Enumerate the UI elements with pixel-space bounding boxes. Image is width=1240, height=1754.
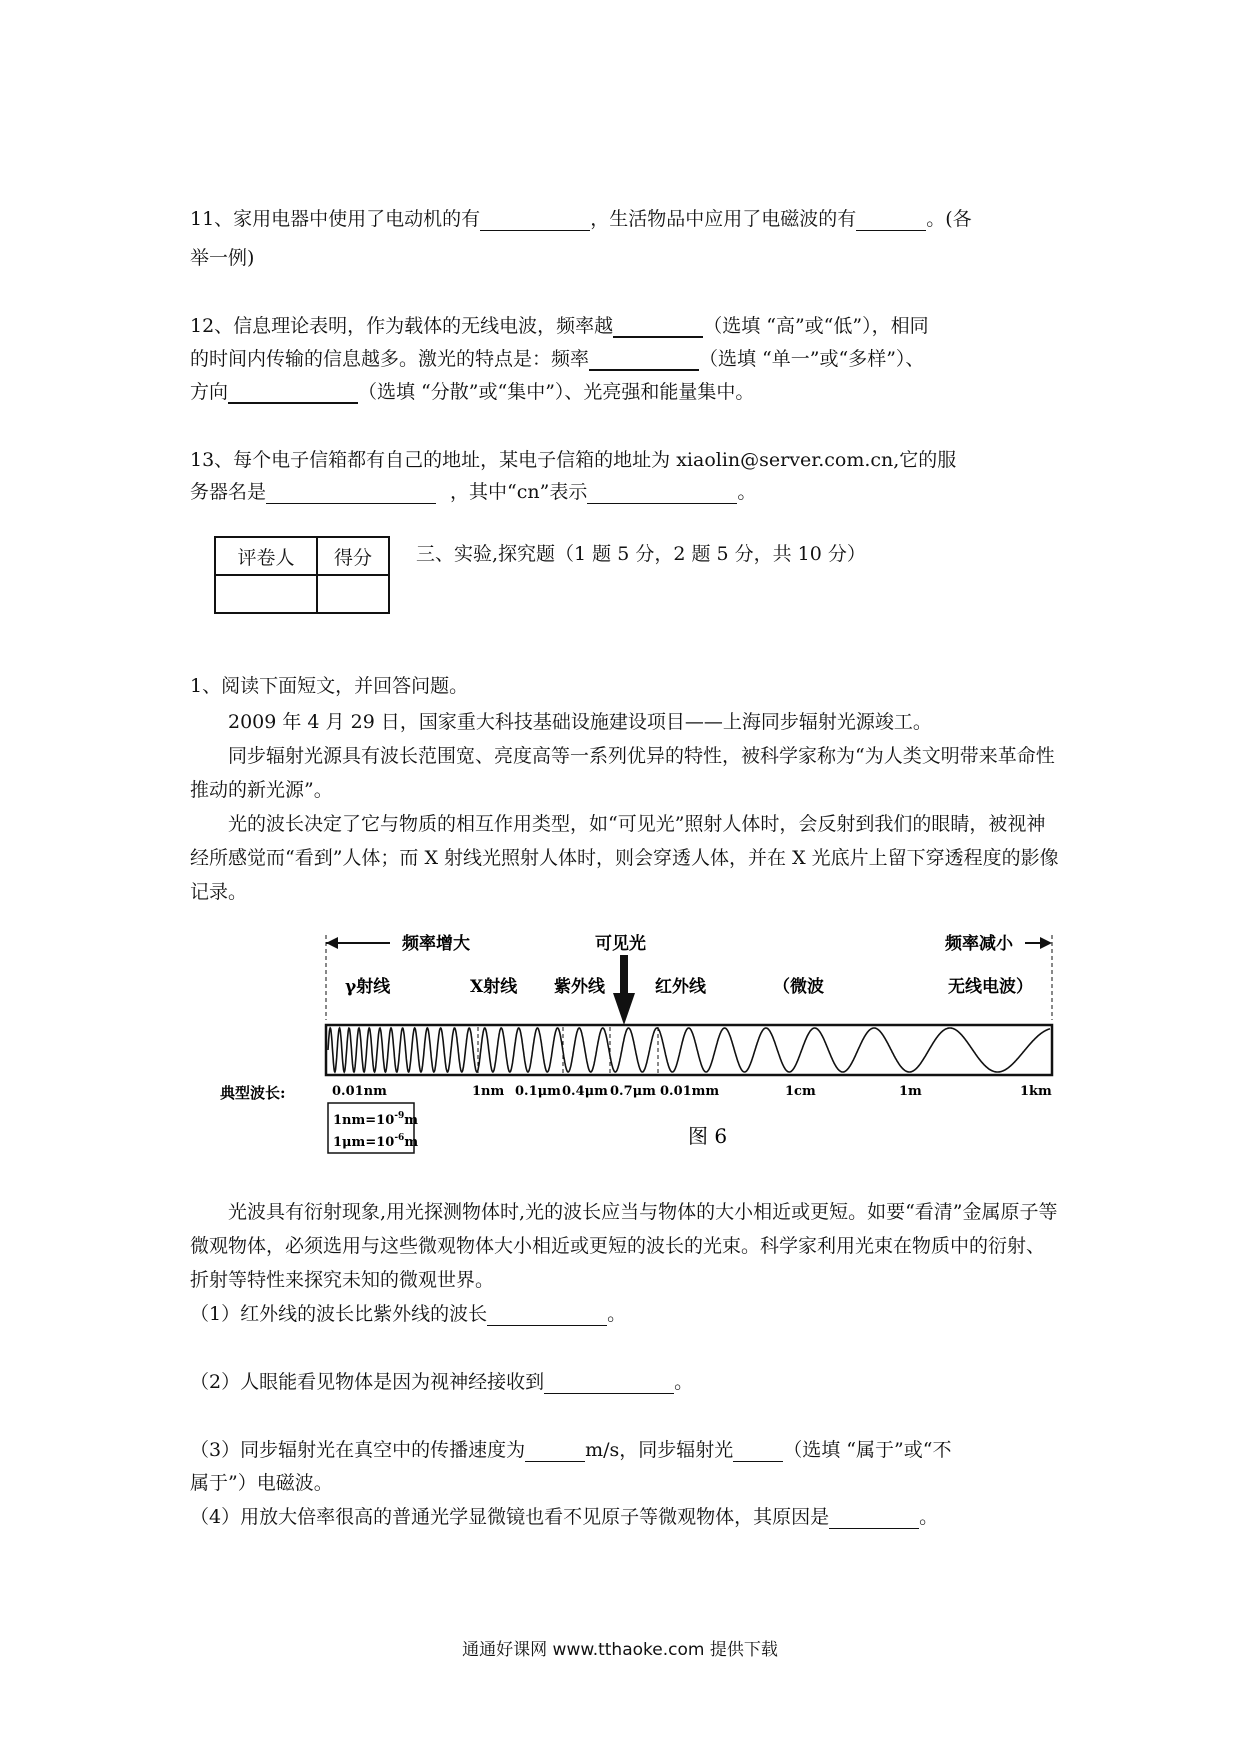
fig-w3: 0.1μm — [515, 1084, 561, 1099]
section-3-title: 三、实验,探究题（1 题 5 分，2 题 5 分，共 10 分） — [416, 543, 866, 565]
exp1-q2 — [190, 1368, 693, 1396]
question-12-line1 — [190, 312, 929, 340]
fig-w5: 0.7μm — [610, 1084, 656, 1099]
exp1-q1-text: （1）红外线的波长比紫外线的波长 — [190, 1303, 488, 1325]
q13-blank-2[interactable] — [587, 483, 737, 504]
fig-w2: 1nm — [472, 1084, 505, 1099]
question-11-line1 — [190, 205, 972, 233]
question-13-line1: 13、每个电子信箱都有自己的地址，某电子信箱的地址为 xiaolin@server.com.cn,它的服 — [190, 449, 957, 471]
exp1-paragraph-2: 同步辐射光源具有波长范围宽、亮度高等一系列优异的特性，被科学家称为“为人类文明带来革命性推动的新光源”。 — [190, 745, 1055, 801]
exp1-q4-text: （4）用放大倍率很高的普通光学显微镜也看不见原子等微观物体，其原因是 — [190, 1506, 830, 1528]
grader-cell[interactable] — [215, 575, 317, 613]
q12-text-2: （选填 “高”或“低”），相同 — [703, 315, 929, 337]
exp1-q1-end: 。 — [607, 1303, 627, 1325]
score-table-header-grader: 评卷人 — [215, 537, 317, 575]
score-cell[interactable] — [317, 575, 389, 613]
q13-text-3: 。 — [737, 481, 757, 503]
q13-blank-1[interactable] — [266, 483, 436, 504]
question-12-line2 — [190, 345, 924, 373]
fig-xray-label: X射线 — [470, 977, 518, 997]
score-table — [214, 536, 390, 614]
fig-w7: 1cm — [785, 1084, 816, 1099]
footer: 通通好课网 www.tthaoke.com 提供下载 — [462, 1640, 778, 1660]
exp1-q1 — [190, 1300, 626, 1328]
exp1-q3-text-2: m/s，同步辐射光 — [585, 1439, 734, 1461]
q11-text-3: 。(各 — [926, 208, 972, 230]
exp1-q4 — [190, 1503, 938, 1531]
q12-text-1: 12、信息理论表明，作为载体的无线电波，频率越 — [190, 315, 614, 337]
spectrum-figure — [220, 925, 1060, 1165]
fig-gamma-label: γ射线 — [345, 977, 391, 997]
exp1-paragraph-4: 光波具有衍射现象,用光探测物体时,光的波长应当与物体的大小相近或更短。如要“看清”金属原子等微观物体，必须选用与这些微观物体大小相近或更短的波长的光束。科学家利用光束在物质中的衍射、折射等特性来探究未知的微观世界。 — [190, 1201, 1058, 1291]
question-13-line2 — [190, 478, 756, 506]
right-arrow-icon — [1040, 937, 1052, 949]
wave-curve — [328, 1028, 1050, 1072]
score-table-header-score: 得分 — [317, 537, 389, 575]
exp1-paragraph-1: 2009 年 4 月 29 日，国家重大科技基础设施建设项目——上海同步辐射光源竣工。 — [228, 711, 932, 733]
fig-w8: 1m — [899, 1084, 922, 1099]
fig-visible-label: 可见光 — [595, 934, 646, 954]
q11-text-1: 11、家用电器中使用了电动机的有 — [190, 208, 481, 230]
figure-caption: 图 6 — [688, 1124, 728, 1148]
fig-microwave-label: （微波 — [773, 977, 824, 997]
left-arrow-icon — [326, 937, 338, 949]
q12-blank-3[interactable] — [228, 382, 358, 404]
exp1-q3-line2: 属于”）电磁波。 — [190, 1472, 333, 1494]
q13-text-1: 务器名是 — [190, 481, 267, 503]
fig-top-left-label: 频率增大 — [402, 934, 470, 954]
exp1-q2-text: （2）人眼能看见物体是因为视神经接收到 — [190, 1371, 545, 1393]
visible-light-arrow-icon — [613, 993, 635, 1025]
unit-um: $1\mu m=10^{-6}m$ — [333, 1133, 419, 1150]
q11-blank-2[interactable] — [856, 210, 926, 231]
exp1-q3 — [190, 1436, 951, 1464]
fig-uv-label: 紫外线 — [554, 977, 605, 997]
q11-text-2: ，生活物品中应用了电磁波的有 — [590, 208, 857, 230]
q11-line2: 举一例) — [190, 247, 255, 269]
q12-blank-1[interactable] — [613, 316, 703, 338]
q12-blank-2[interactable] — [589, 349, 699, 371]
fig-typical-label: 典型波长: — [220, 1084, 286, 1102]
exp1-q4-end: 。 — [919, 1506, 939, 1528]
exp1-paragraph-3: 光的波长决定了它与物质的相互作用类型，如“可见光”照射人体时，会反射到我们的眼睛，被视神经所感觉而“看到”人体；而 X 射线光照射人体时，则会穿透人体，并在 X 光底片上留下穿透程度的影像记录。 — [190, 813, 1059, 903]
unit-nm: $1nm=10^{-9}m$ — [333, 1111, 419, 1128]
q11-blank-1[interactable] — [480, 210, 590, 231]
exp1-q3-blank-2[interactable] — [733, 1441, 783, 1462]
fig-w9: 1km — [1020, 1084, 1052, 1099]
fig-top-right-label: 频率减小 — [945, 934, 1013, 954]
question-12-line3 — [190, 378, 754, 406]
q12-text-6: （选填 “分散”或“集中”）、光亮强和能量集中。 — [358, 381, 755, 403]
exp1-q1-blank[interactable] — [487, 1305, 607, 1326]
exp1-q3-text-3: （选填 “属于”或“不 — [783, 1439, 952, 1461]
exp1-q3-text-1: （3）同步辐射光在真空中的传播速度为 — [190, 1439, 526, 1461]
exp1-q2-blank[interactable] — [544, 1373, 674, 1394]
exp1-q2-end: 。 — [674, 1371, 694, 1393]
fig-w6: 0.01mm — [660, 1084, 720, 1099]
q12-text-3: 的时间内传输的信息越多。激光的特点是：频率 — [190, 348, 590, 370]
q12-text-5: 方向 — [190, 381, 229, 403]
q12-text-4: （选填 “单一”或“多样”）、 — [699, 348, 925, 370]
fig-w1: 0.01nm — [332, 1084, 387, 1099]
exp1-q4-blank[interactable] — [829, 1508, 919, 1529]
fig-w4: 0.4μm — [562, 1084, 608, 1099]
exp1-q3-blank-1[interactable] — [525, 1441, 585, 1462]
exp1-intro: 1、阅读下面短文，并回答问题。 — [190, 675, 469, 697]
fig-radio-label: 无线电波） — [948, 977, 1033, 997]
fig-ir-label: 红外线 — [655, 977, 706, 997]
q13-text-2: ，其中“cn”表示 — [450, 481, 588, 503]
